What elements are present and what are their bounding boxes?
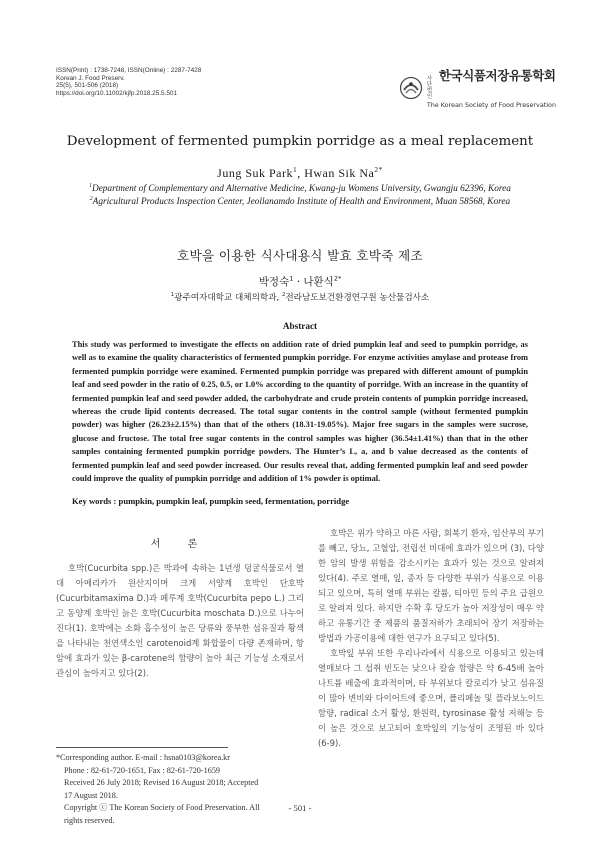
affiliation-text: Agricultural Products Inspection Center, Jeollanamdo Institute of Health and Environment, Muan 58568, Korea xyxy=(92,197,511,207)
author-name: Jung Suk Park xyxy=(217,166,293,180)
affiliation xyxy=(0,197,600,207)
korean-author-affil-mark: 2 xyxy=(333,274,338,283)
korean-author-separator: · xyxy=(293,276,304,288)
corresponding-author: *Corresponding author. E-mail : hsna0103@korea.kr xyxy=(56,753,230,762)
society-prefix: 사단법인 xyxy=(426,76,433,100)
copyright-notice: Copyright ⓒ The Korean Society of Food Preservation. All xyxy=(64,803,260,813)
korean-author-line xyxy=(0,274,600,289)
author-affil-mark: 1 xyxy=(293,165,298,174)
korean-corresponding-mark: * xyxy=(337,274,342,283)
keywords-list: pumpkin, pumpkin leaf, pumpkin seed, fermentation, porridge xyxy=(118,496,350,506)
body-column-right xyxy=(318,526,544,751)
korean-affiliation-number: 1 xyxy=(170,292,175,299)
author-name: Hwan Sik Na xyxy=(304,166,375,180)
society-name-kr: 한국식품저장유통학회 xyxy=(438,68,556,83)
affiliation-text: Department of Complementary and Alternative Medicine, Kwang-ju Womens University, Gwangju 62396, Korea xyxy=(91,184,511,194)
issn-line: ISSN(Print) : 1738-7248, ISSN(Online) : 2287-7428 xyxy=(56,67,202,74)
abstract-text: This study was performed to investigate the effects on addition rate of dried pumpkin leaf and seed to pumpkin porridge, as well as to examine the quality characteristics of fermented pumpkin porridge. For enzyme activities amylase and protease from fermented pumpkin porridge were examined. Fermented pumpkin porridge was prepared with different amount of pumpkin leaf and seed powder in the ratio of 0.25, 0.5, or 1.0% according to the quantity of porridge. With an increase in the quantity of fermented pumpkin leaf and seed powder added, the carbohydrate and crude protein contents of pumpkin porridge increased, whereas the crude lipid contents decreased. The total sugar contents in the control sample (without fermented pumpkin powder) was higher (26.23±2.15%) than that of the others (18.31-19.05%). Major free sugars in the samples were sucrose, glucose and fructose. The total free sugar contents in the control samples was higher (36.54±1.41%) than that in the other samples containing fermented pumpkin porridge powders. The Hunter’s L, a, and b value decreased as the contents of fermented pumpkin leaf and seed powder increased. Our results reveal that, adding fermented pumpkin leaf and seed powder could improve the quality of pumpkin porridge and addition of 1% powder is optimal. xyxy=(72,340,528,484)
body-column-left xyxy=(56,561,304,681)
affiliation-number: 1 xyxy=(89,182,92,189)
footnote xyxy=(56,752,304,828)
affiliation xyxy=(0,184,600,194)
page-number: - 501 - xyxy=(288,803,312,813)
society-name-en: The Korean Society of Food Preservation xyxy=(426,101,556,109)
journal-header-info xyxy=(56,67,201,97)
korean-affiliation-number: 2 xyxy=(281,292,286,299)
author-line xyxy=(0,166,600,181)
society-logo-icon xyxy=(399,76,423,100)
korean-affiliation-text: 광주여자대학교 대체의학과, xyxy=(174,293,282,303)
paper-title: Development of fermented pumpkin porridge as a meal replacement xyxy=(66,134,534,149)
copyright-rights: rights reserved. xyxy=(64,815,115,825)
korean-author-affil-mark: 1 xyxy=(289,274,294,283)
korean-author-name: 박정숙 xyxy=(258,276,290,288)
abstract-heading: Abstract xyxy=(282,321,318,331)
corresponding-mark: * xyxy=(378,165,383,174)
korean-author-name: 나환식 xyxy=(303,276,334,288)
received-dates: Received 26 July 2018; Revised 16 August 2018; Accepted xyxy=(64,778,259,788)
author-affil-mark: 2 xyxy=(374,165,379,174)
korean-affiliation xyxy=(0,291,600,303)
korean-title: 호박을 이용한 식사대용식 발효 호박죽 제조 xyxy=(177,248,423,263)
body-paragraph: 호박은 위가 약하고 마른 사람, 회복기 환자, 임산부의 부기를 빼고, 당뇨, 고혈압, 전립선 비대에 효과가 있으며 (3), 다양한 암의 발생 위험을 감소시키는 효과가 있는 것으로 알려져 있다(4). 주로 열매, 잎, 종자 등 다양한 부위가 식용으로 이용되고 있으며, 특히 열매 부위는 칼륨, 티아민 등의 주요 급원으로 알려져 있다. 하지만 수확 후 당도가 높아 저장성이 매우 약하고 유통기간 중 제품의 품질저하가 초래되어 장기 저장하는 방법과 가공이용에 대한 연구가 요구되고 있다(5). xyxy=(318,528,544,643)
volume-line: 25(5), 501-506 (2018) xyxy=(56,82,119,90)
keywords-line xyxy=(72,496,528,506)
body-paragraph: 호박(Cucurbita spp.)은 박과에 속하는 1년생 덩굴식물로서 열대 아메리카가 원산지이며 크게 서양계 호박인 단호박(Cucurbitamaxima D.)과 페루계 호박(Cucurbita pepo L.) 그리고 동양계 호박인 늙은 호박(Cucurbita moschata D.)으로 나누어진다(1). 호박에는 소화 흡수성이 높은 당류와 풍부한 섬유질과 황색을 나타내는 천연색소인 carotenoid계 화합물이 다량 존재하며, 항암에 효과가 있는 β-carotene의 함량이 높아 최근 기능성 소재로서 관심이 높아지고 있다(2). xyxy=(56,563,304,678)
journal-name: Korean J. Food Preserv. xyxy=(56,74,125,82)
doi-link[interactable]: https://doi.org/10.11002/kjfp.2018.25.5.501 xyxy=(56,89,178,97)
body-paragraph: 호박잎 부위 또한 우리나라에서 식용으로 이용되고 있는데 열매보다 그 섭취 빈도는 낮으나 칼슘 함량은 약 6-45배 높아 나트륨 배출에 효과적이며, 타 부위보다 칼로리가 낮고 섬유질이 많아 변비와 다이어트에 좋으며, 폴리페놀 및 플라보노이드 함량, radical 소거 활성, 환원력, tyrosinase 활성 저해능 등이 높은 것으로 보고되어 호박잎의 기능성이 조명된 바 있다(6-9). xyxy=(318,648,544,748)
contact-info: Phone : 82-61-720-1651, Fax : 82-61-720-1659 xyxy=(64,765,221,775)
affiliation-number: 2 xyxy=(89,195,93,202)
section-title-introduction: 서 론 xyxy=(150,539,210,550)
keywords-label: Key words : xyxy=(72,496,119,506)
korean-affiliation-text: 전라남도보건환경연구원 농산물검사소 xyxy=(285,293,430,303)
author-separator: , xyxy=(297,166,305,180)
accepted-date: 17 August 2018. xyxy=(64,790,118,800)
footnote-divider xyxy=(56,747,228,748)
society-branding xyxy=(399,66,556,109)
